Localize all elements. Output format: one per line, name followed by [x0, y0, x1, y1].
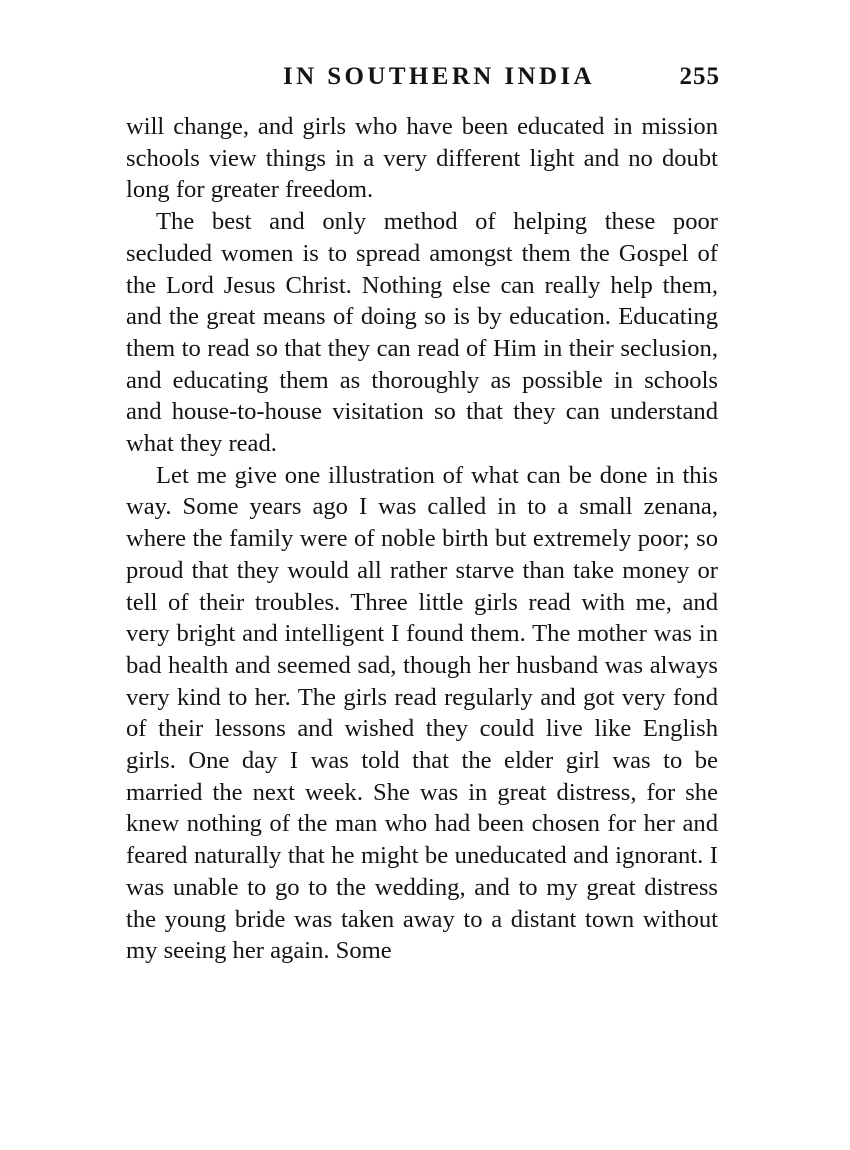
running-title: IN SOUTHERN INDIA [282, 63, 595, 90]
paragraph-gospel: The best and only method of helping these poor secluded women is to spread amongst them the Gospel of the Lord Jesus Christ. Nothing else can really help them, and the great means of doing so is by education. Educating them to read so that they can read of Him in their seclusion, and educating them as thoroughly as possible in schools and house-to-house visitation so that they can understand what they read. [126, 208, 718, 458]
page-number: 255 [679, 63, 720, 90]
paragraph-continued: will change, and girls who have been educated in mission schools view things in a very different light and no doubt long for greater freedom. [126, 113, 718, 204]
body-text [126, 111, 718, 967]
running-head [126, 60, 718, 94]
paragraph-illustration: Let me give one illustration of what can be done in this way. Some years ago I was called in to a small zenana, where the family were of noble birth but extremely poor; so proud that they would all rather starve than take money or tell of their troubles. Three little girls read with me, and very bright and intelligent I found them. The mother was in bad health and seemed sad, though her husband was always very kind to her. The girls read regularly and got very fond of their lessons and wished they could live like English girls. One day I was told that the elder girl was to be married the next week. She was in great distress, for she knew nothing of the man who had been chosen for her and feared naturally that he might be uneducated and ignorant. I was unable to go to the wedding, and to my great distress the young bride was taken away to a distant town without my seeing her again. Some [126, 461, 718, 965]
